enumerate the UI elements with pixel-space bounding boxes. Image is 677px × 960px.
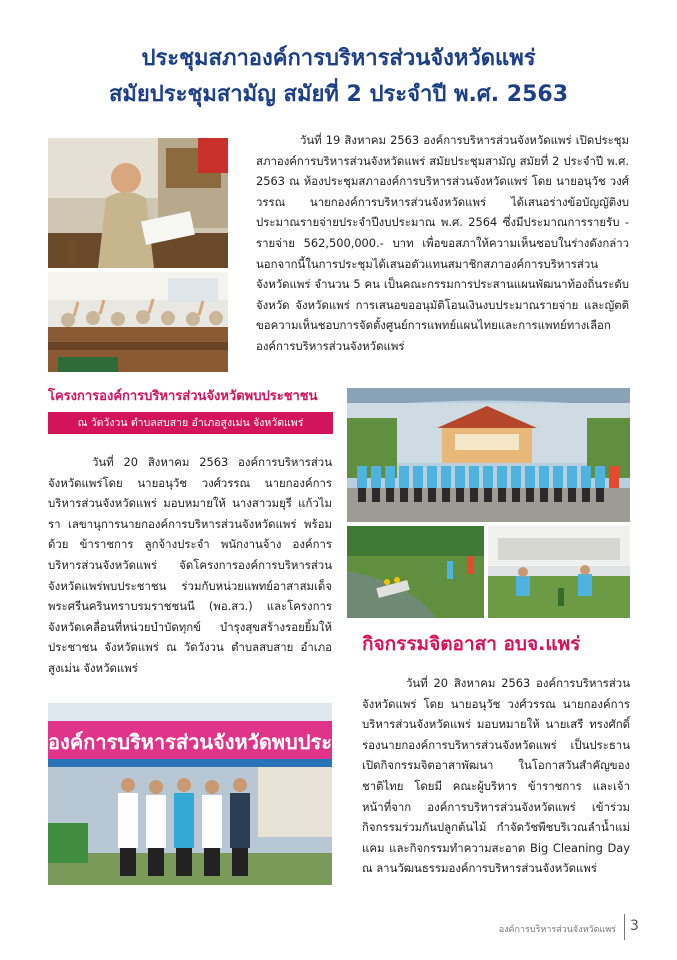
photo-official-reading xyxy=(48,138,228,268)
article3-heading: กิจกรรมจิตอาสา อบจ.แพร่ xyxy=(362,633,581,655)
footer-divider xyxy=(624,914,625,940)
article2-location-bar: ณ วัดวังวน ตำบลสบสาย อำเภอสูงเม่น จังหวัดแพร่ xyxy=(48,412,333,434)
page-title-line1: ประชุมสภาองค์การบริหารส่วนจังหวัดแพร่ xyxy=(141,46,536,71)
article2-heading: โครงการองค์การบริหารส่วนจังหวัดพบประชาชน xyxy=(48,389,318,404)
photo-boat-river xyxy=(347,526,484,618)
photo-planting xyxy=(488,526,630,618)
photo-group-temple xyxy=(347,388,630,522)
page-title-line2: สมัยประชุมสามัญ สมัยที่ 2 ประจำปี พ.ศ. 2563 xyxy=(108,82,569,107)
article3-paragraph: วันที่ 20 สิงหาคม 2563 องค์การบริหารส่วนจังหวัดแพร่ โดย นายอนุวัช วงศ์วรรณ นายกองค์การบริหารส่วนจังหวัดแพร่ มอบหมายให้ นายเสรี ทรงศักดิ์ รองนายกองค์การบริหารส่วนจังหวัดแพร่ เป็นประธานเปิดกิจกรรมจิตอาสาพัฒนา ในโอกาสวันสำคัญของชาติไทย โดยมี คณะผู้บริหาร ข้าราชการ และเจ้าหน้าที่จาก องค์การบริหารส่วนจังหวัดแพร่ เข้าร่วมกิจกรรมร่วมกันปลูกต้นไม้ กำจัดวัชพืชบริเวณลำน้ำแม่แคม และกิจกรรมทำความสะอาด Big Cleaning Day ณ ลานวัฒนธรรมองค์การบริหารส่วนจังหวัดแพร่ xyxy=(362,676,630,876)
photo-banner-group xyxy=(48,703,332,885)
photo-meeting-room xyxy=(48,272,228,372)
footer-org-name: องค์การบริหารส่วนจังหวัดแพร่ xyxy=(498,925,616,935)
page-number: 3 xyxy=(630,918,639,934)
banner-text: องค์การบริหารส่วนจังหวัดพบประ xyxy=(48,730,332,754)
article2-paragraph: วันที่ 20 สิงหาคม 2563 องค์การบริหารส่วนจังหวัดแพร่โดย นายอนุวัช วงศ์วรรณ นายกองค์การบริหารส่วนจังหวัดแพร่ มอบหมายให้ นางสาวมยุรี แก้วไมรา เลขานุการนายกองค์การบริหารส่วนจังหวัดแพร่ พร้อมด้วย ข้าราชการ ลูกจ้างประจำ พนักงานจ้าง องค์การบริหารส่วนจังหวัดแพร่ จัดโครงการองค์การบริหารส่วนจังหวัดแพร่พบประชาชน ร่วมกับหน่วยแพทย์อาสาสมเด็จพระศรีนครินทราบรมราชชนนี (พอ.สว.) และโครงการจังหวัดเคลื่อนที่หน่วยบำบัดทุกข์ บำรุงสุขสร้างรอยยิ้มให้ประชาชน จังหวัดแพร่ ณ วัดวังวน ตำบลสบสาย อำเภอสูงเม่น จังหวัดแพร่ xyxy=(48,455,332,675)
article1-paragraph: วันที่ 19 สิงหาคม 2563 องค์การบริหารส่วนจังหวัดแพร่ เปิดประชุมสภาองค์การบริหารส่วนจังหวัดแพร่ สมัยประชุมสามัญ สมัยที่ 2 ประจำปี พ.ศ. 2563 ณ ห้องประชุมสภาองค์การบริหารส่วนจังหวัดแพร่ โดย นายอนุวัช วงศ์วรรณ นายกองค์การบริหารส่วนจังหวัดแพร่ ได้เสนอร่างข้อบัญญัติงบประมาณรายจ่ายประจำปีงบประมาณ พ.ศ. 2564 ซึ่งมีประมาณการรายรับ - รายจ่าย 562,500,000.- บาท เพื่อขอสภาให้ความเห็นชอบในร่างดังกล่าว นอกจากนี้ในการประชุมได้เสนอตัวแทนสมาชิกสภาองค์การบริหารส่วนจังหวัดแพร่ จำนวน 5 คน เป็นคณะกรรมการประสานแผนพัฒนาท้องถิ่นระดับจังหวัด จังหวัดแพร่ การเสนอขออนุมัติโอนเงินงบประมาณรายจ่าย และญัตติขอความเห็นชอบการจัดตั้งศูนย์การแพทย์แผนไทยและการแพทย์ทางเลือกองค์การบริหารส่วนจังหวัดแพร่ xyxy=(256,133,629,353)
